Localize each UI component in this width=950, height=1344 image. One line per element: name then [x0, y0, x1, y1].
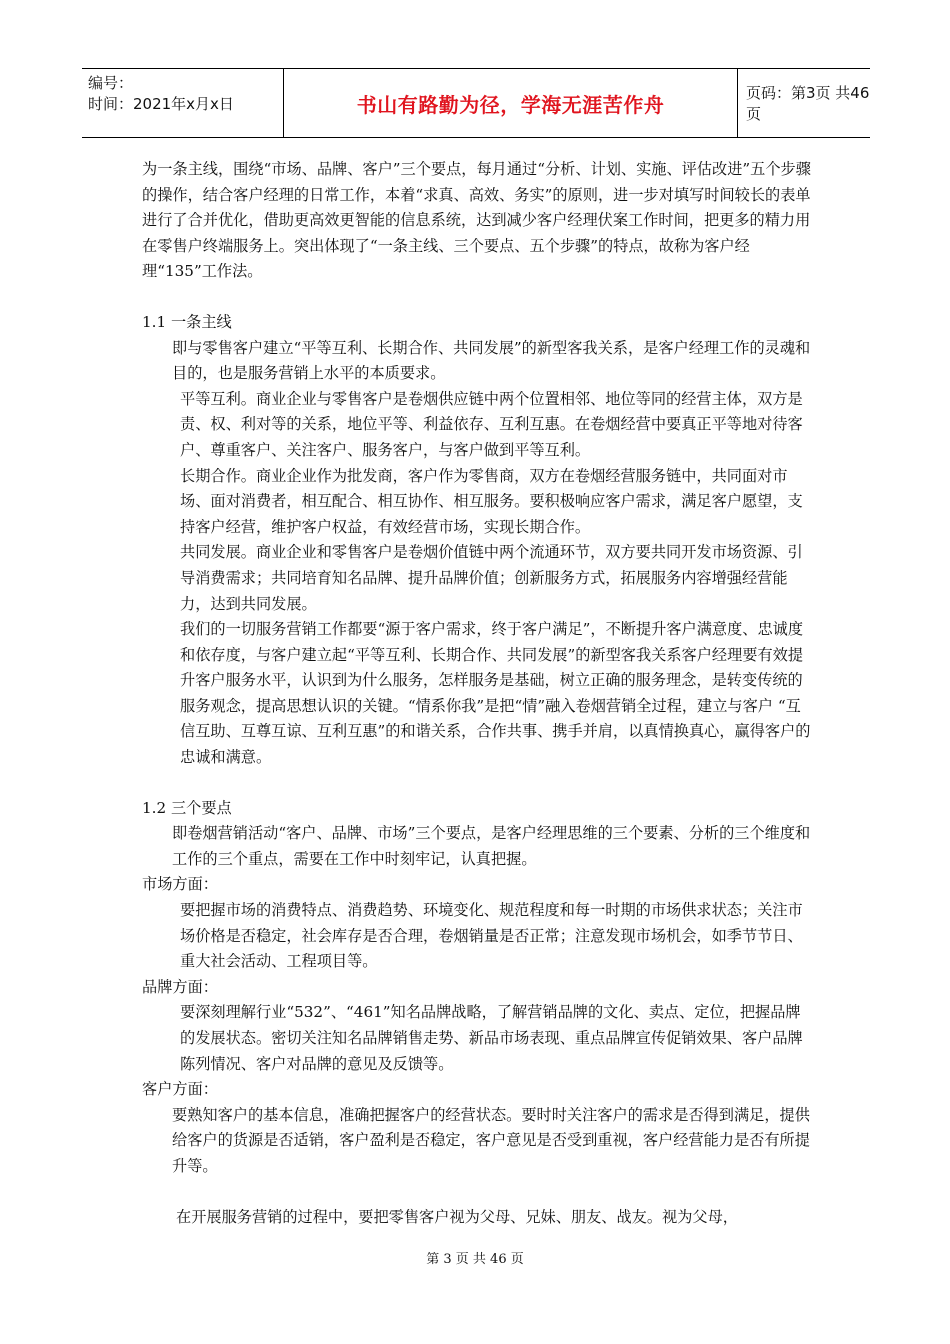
header-motto-cell: [283, 69, 738, 137]
paragraph: 共同发展。商业企业和零售客户是卷烟价值链中两个流通环节，双方要共同开发市场资源、引导消费需求；共同培育知名品牌、提升品牌价值；创新服务方式，拓展服务内容增强经营能力，达到共同发展。: [180, 543, 803, 613]
paragraph: 要把握市场的消费特点、消费趋势、环境变化、规范程度和每一时期的市场供求状态；关注市场价格是否稳定，社会库存是否合理，卷烟销量是否正常；注意发现市场机会，如季节节日、重大社会活动、工程项目等。: [180, 901, 803, 971]
subsection-label: 市场方面：: [142, 875, 218, 894]
header-meta: [82, 69, 283, 137]
paragraph: 在开展服务营销的过程中，要把零售客户视为父母、兄妹、朋友、战友。视为父母，: [176, 1207, 738, 1226]
spacer: [142, 1180, 814, 1205]
paragraph: 要熟知客户的基本信息，准确把握客户的经营状态。要时时关注客户的需求是否得到满足，提供给客户的货源是否适销，客户盈利是否稳定，客户意见是否受到重视，客户经营能力是否有所提升等。: [172, 1105, 810, 1175]
paragraph: 长期合作。商业企业作为批发商，客户作为零售商，双方在卷烟经营服务链中，共同面对市场、面对消费者，相互配合、相互协作、相互服务。要积极响应客户需求，满足客户愿望，支持客户经营，维护客户权益，有效经营市场，实现长期合作。: [180, 466, 803, 536]
subsection-label: 客户方面：: [142, 1080, 218, 1099]
paragraph: 我们的一切服务营销工作都要“源于客户需求，终于客户满足”，不断提升客户满意度、忠诚度和依存度，与客户建立起“平等互利、长期合作、共同发展”的新型客我关系客户经理要有效提升客户服务水平，认识到为什么服务，怎样服务是基础，树立正确的服务理念，是转变传统的服务观念，提高思想认识的关键。“情系你我”是把“情”融入卷烟营销全过程，建立与客户 “互信互助、互尊互谅、互利互惠”的和谐关系，合作共事、携手并肩，以真情换真心，赢得客户的忠诚和满意。: [180, 620, 811, 767]
spacer: [142, 771, 814, 796]
paragraph: 要深刻理解行业“532”、“461”知名品牌战略，了解营销品牌的文化、卖点、定位，把握品牌的发展状态。密切关注知名品牌销售走势、新品市场表现、重点品牌宣传促销效果、客户品牌陈列情况、客户对品牌的意见及反馈等。: [180, 1003, 803, 1073]
subsection-label: 品牌方面：: [142, 977, 218, 996]
page-footer: 第 3 页 共 46 页: [426, 1252, 524, 1267]
document-code-label: 编号：: [88, 74, 134, 92]
page-header: [82, 68, 870, 138]
spacer: [142, 285, 814, 310]
document-body: [142, 157, 814, 1230]
paragraph: 平等互利。商业企业与零售客户是卷烟供应链中两个位置相邻、地位等同的经营主体，双方是责、权、利对等的关系，地位平等、利益依存、互利互惠。在卷烟经营中要真正平等地对待客户、尊重客户、关注客户、服务客户，与客户做到平等互利。: [180, 389, 803, 459]
section-heading: 1.1 一条主线: [142, 312, 232, 331]
section-heading: 1.2 三个要点: [142, 798, 232, 817]
header-page-cell: [738, 69, 870, 137]
paragraph: 即与零售客户建立“平等互利、长期合作、共同发展”的新型客我关系，是客户经理工作的灵魂和目的，也是服务营销上水平的本质要求。: [172, 338, 811, 383]
header-motto: 书山有路勤为径，学海无涯苦作舟: [356, 92, 665, 117]
paragraph: 为一条主线，围绕“市场、品牌、客户”三个要点，每月通过“分析、计划、实施、评估改进”五个步骤的操作，结合客户经理的日常工作，本着“求真、高效、务实”的原则，进一步对填写时间较长的表单进行了合并优化，借助更高效更智能的信息系统，达到减少客户经理伏案工作时间，把更多的精力用在零售户终端服务上。突出体现了“一条主线、三个要点、五个步骤”的特点，故称为客户经理“135”工作法。: [142, 160, 811, 281]
document-date: 时间：2021年x月x日: [88, 95, 234, 113]
paragraph: 即卷烟营销活动“客户、品牌、市场”三个要点，是客户经理思维的三个要素、分析的三个维度和工作的三个重点，需要在工作中时刻牢记，认真把握。: [172, 824, 811, 868]
header-page-info: 页码：第3页 共46页: [746, 84, 870, 123]
